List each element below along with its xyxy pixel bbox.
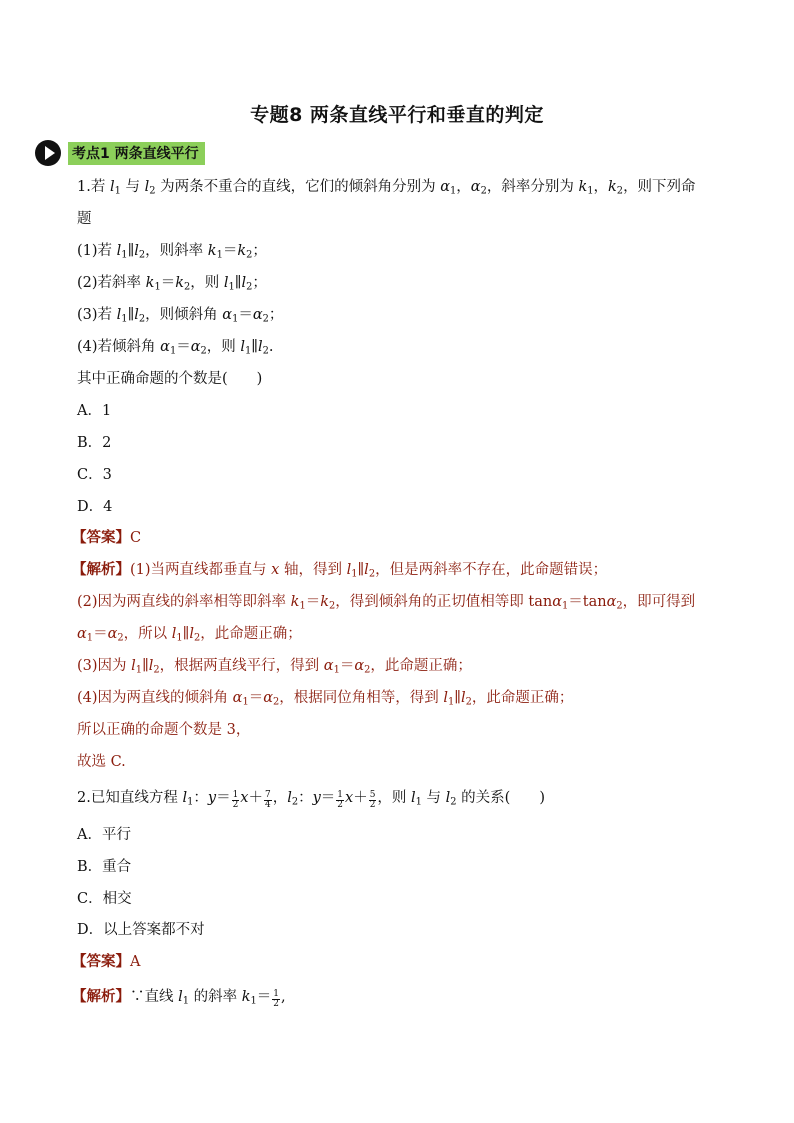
section-header [34, 139, 205, 167]
q1-analysis-2-cont: $\alpha_1=\alpha_2$，所以 $l_1\parallel l_2$，此命题正确； [77, 626, 302, 644]
q2-option-b: B．重合 [77, 859, 132, 875]
q2-option-d: D．以上答案都不对 [77, 922, 205, 938]
q1-stem-cont: 题 [77, 211, 92, 227]
q2-stem: 2.已知直线方程 $l_1$：y＝ $\frac{1}{2}$ x＋ $\frac{7}{4}$ ，$l_2$：y＝ $\frac{1}{2}$ x＋ $\frac{5}{2}$ ，则 $l_1$ 与 $l_2$ 的关系( ) [77, 789, 545, 810]
q1-analysis-4: (4)因为两直线的倾斜角 $\alpha_1=\alpha_2$，根据同位角相等，得到 $l_1\parallel l_2$，此命题正确； [77, 690, 574, 708]
q1-question: 其中正确命题的个数是( ) [77, 371, 263, 387]
q1-analysis-3: (3)因为 $l_1\parallel l_2$，根据两直线平行，得到 $\alpha_1=\alpha_2$，此命题正确； [77, 658, 472, 676]
q1-option-c: C．3 [77, 467, 112, 483]
q2-answer: 【答案】A [72, 953, 141, 970]
q1-choice: 故选 C. [77, 754, 126, 770]
section-label: 考点1 两条直线平行 [68, 142, 205, 165]
q1-proposition-3: (3)若 $l_1\parallel l_2$，则倾斜角 $\alpha_1=\alpha_2$； [77, 307, 284, 325]
page-title: 专题8 两条直线平行和垂直的判定 [250, 104, 544, 126]
q1-proposition-1: (1)若 $l_1\parallel l_2$，则斜率 $k_1=k_2$； [77, 243, 267, 261]
q2-option-c: C．相交 [77, 891, 132, 907]
q1-stem: 1.若 $l_1$ 与 $l_2$ 为两条不重合的直线，它们的倾斜角分别为 $\alpha_1$，$\alpha_2$，斜率分别为 $k_1$，$k_2$，则下列命 [77, 179, 696, 197]
play-arrow-icon [34, 139, 62, 167]
q1-answer: 【答案】C [72, 529, 142, 546]
q1-option-b: B．2 [77, 435, 112, 451]
q1-option-d: D．4 [77, 499, 113, 515]
q1-analysis-2: (2)因为两直线的斜率相等即斜率 $k_1=k_2$，得到倾斜角的正切值相等即 tanα$_1$＝tanα$_2$，即可得到 [77, 594, 696, 612]
q1-conclusion: 所以正确的命题个数是 3， [77, 722, 251, 738]
q1-analysis-1: 【解析】(1)当两直线都垂直与 x 轴，得到 $l_1\parallel l_2$，但是两斜率不存在，此命题错误； [72, 561, 608, 580]
q2-analysis-1: 【解析】∵直线 $l_1$ 的斜率 $k_1=$ $\frac{1}{2}$ , [72, 988, 286, 1009]
q2-option-a: A．平行 [77, 827, 131, 843]
q1-option-a: A．1 [77, 403, 112, 419]
q1-proposition-4: (4)若倾斜角 $\alpha_1=\alpha_2$，则 $l_1\parallel l_2$. [77, 339, 274, 357]
q1-proposition-2: (2)若斜率 $k_1=k_2$，则 $l_1\parallel l_2$； [77, 275, 267, 293]
